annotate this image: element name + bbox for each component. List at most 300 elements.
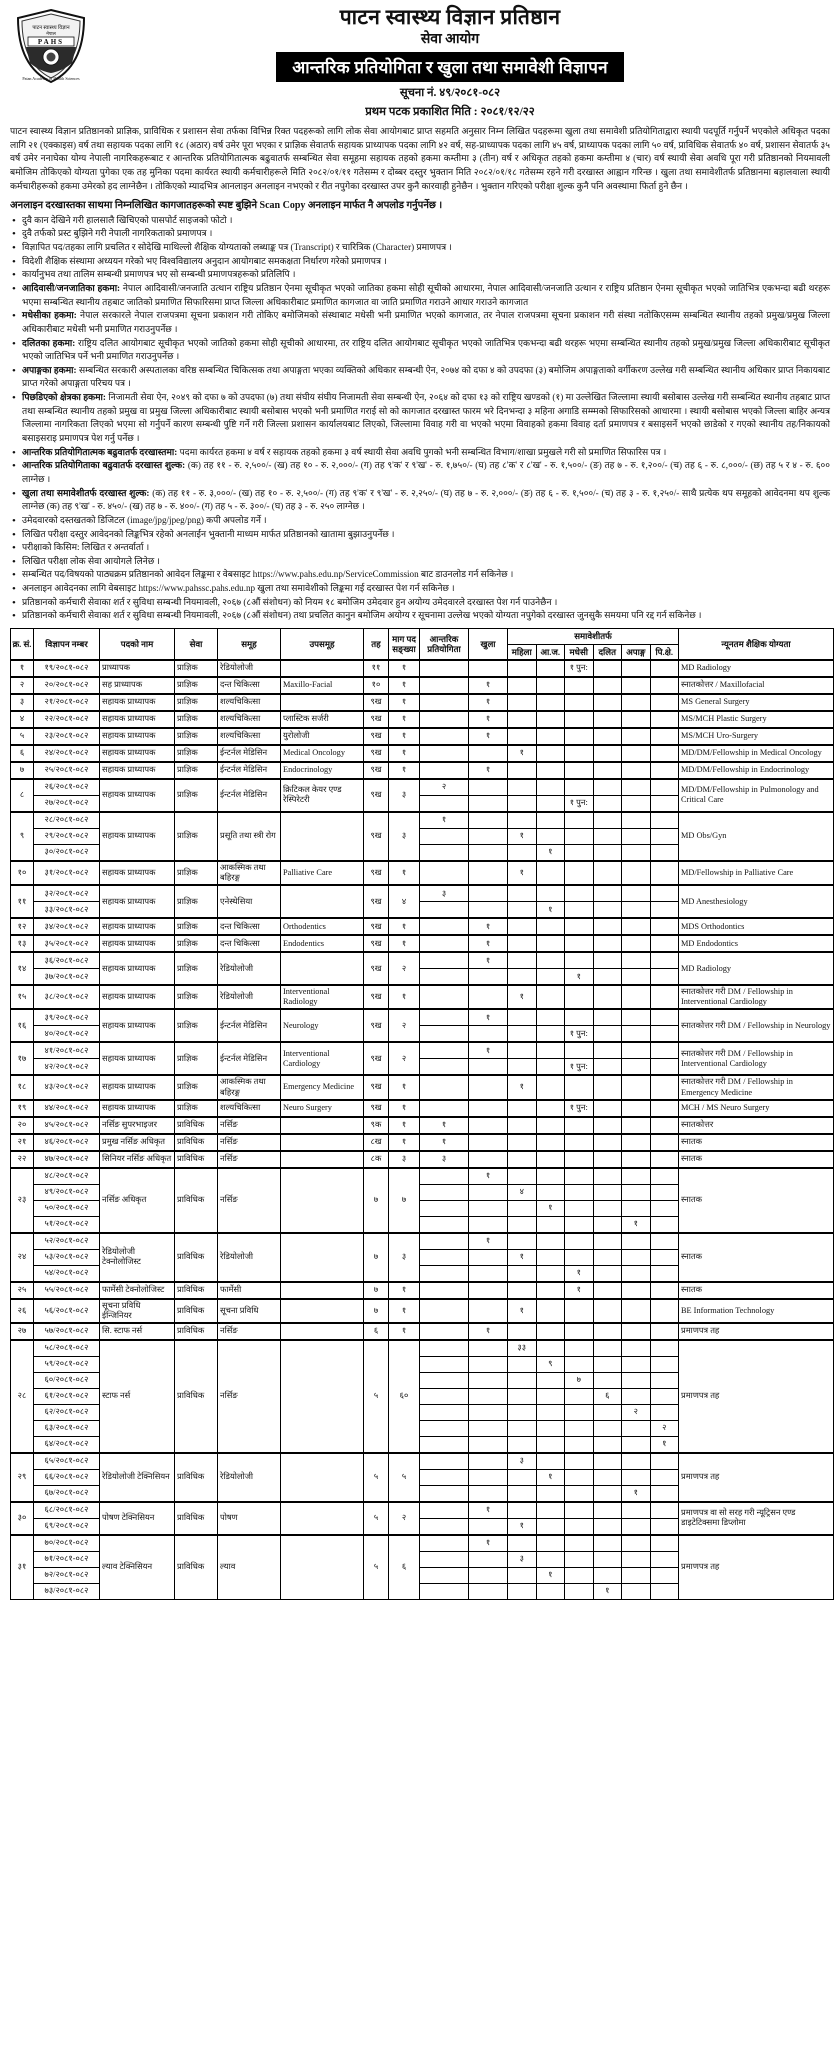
cell-inc-janajati <box>536 1151 565 1168</box>
table-row <box>11 1151 834 1168</box>
cell-subgroup <box>281 1340 364 1453</box>
cell-inc-janajati <box>536 1184 565 1200</box>
col-internal: आन्तरिक प्रतियोगिता <box>420 629 469 660</box>
cell-inc-dalit <box>593 1009 622 1026</box>
cell-group: नर्सिङ <box>218 1151 281 1168</box>
cell-inc-female <box>508 1117 537 1134</box>
cell-adv-no: ७३/२०८१-०८२ <box>34 1583 100 1599</box>
cell-inc-dalit <box>593 1340 622 1357</box>
cell-sn: १३ <box>11 935 34 952</box>
table-row <box>11 1323 834 1340</box>
list-item: • लिखित परीक्षा लोक सेवा आयोगले लिनेछ । <box>10 555 830 569</box>
cell-inc-madhesi <box>565 1151 594 1168</box>
cell-service: प्राज्ञिक <box>175 1042 218 1075</box>
cell-level: ९ख <box>364 728 389 745</box>
cell-inc-female <box>508 1388 537 1404</box>
cell-education: प्रमाणपत्र तह <box>679 1453 834 1502</box>
cell-inc-disabled <box>622 1323 651 1340</box>
cell-level: ९ख <box>364 745 389 762</box>
cell-inc-disabled <box>622 1009 651 1026</box>
cell-level: ११ <box>364 660 389 677</box>
cell-service: प्राविधिक <box>175 1340 218 1453</box>
cell-open <box>469 795 508 812</box>
cell-demand: २ <box>389 952 420 985</box>
cell-inc-female <box>508 935 537 952</box>
cell-inc-janajati <box>536 1075 565 1099</box>
cell-level: ७ <box>364 1282 389 1299</box>
cell-inc-dalit <box>593 1502 622 1519</box>
cell-subgroup <box>281 1134 364 1151</box>
cell-inc-madhesi <box>565 1249 594 1265</box>
cell-sn: १ <box>11 660 34 677</box>
cell-inc-backward <box>650 1551 679 1567</box>
table-row <box>11 1117 834 1134</box>
list-item: • अनलाइन आवेदनका लागि वेबसाइट https://www.pahssc.pahs.edu.np खुला तथा समावेशीको लिङ्कमा गई दरखास्त पेश गर्न सकिनेछ । <box>10 582 830 596</box>
cell-inc-dalit <box>593 1216 622 1233</box>
cell-inc-female <box>508 918 537 935</box>
cell-open <box>469 1453 508 1470</box>
cell-open <box>469 902 508 919</box>
cell-open: १ <box>469 1233 508 1250</box>
cell-open <box>469 1282 508 1299</box>
cell-group: सूचना प्रविधि <box>218 1299 281 1323</box>
cell-open: १ <box>469 1323 508 1340</box>
cell-internal <box>420 1567 469 1583</box>
cell-demand: १ <box>389 1282 420 1299</box>
list-item: • दुवै तर्फको प्रस्ट बुझिने गरी नेपाली नागरिकताको प्रमाणपत्र । <box>10 227 830 241</box>
cell-level: ९ख <box>364 711 389 728</box>
cell-adv-no: ३५/२०८१-०८२ <box>34 935 100 952</box>
cell-adv-no: ४५/२०८१-०८२ <box>34 1117 100 1134</box>
cell-level: ९ख <box>364 779 389 812</box>
cell-inc-disabled <box>622 1388 651 1404</box>
cell-group: रेडियोलोजी <box>218 952 281 985</box>
cell-adv-no: ४८/२०८१-०८२ <box>34 1168 100 1185</box>
cell-service: प्राविधिक <box>175 1151 218 1168</box>
cell-inc-disabled <box>622 1184 651 1200</box>
cell-inc-backward <box>650 1233 679 1250</box>
cell-inc-female: ३ <box>508 1551 537 1567</box>
cell-inc-madhesi: १ <box>565 969 594 986</box>
cell-open <box>469 1026 508 1043</box>
cell-sn: ४ <box>11 711 34 728</box>
table-row <box>11 1075 834 1099</box>
cell-post: सहायक प्राध्यापक <box>100 728 175 745</box>
cell-inc-dalit <box>593 728 622 745</box>
cell-education: प्रमाणपत्र तह <box>679 1323 834 1340</box>
cell-inc-disabled <box>622 1249 651 1265</box>
cell-inc-disabled: १ <box>622 1485 651 1502</box>
cell-inc-backward <box>650 1282 679 1299</box>
cell-open <box>469 745 508 762</box>
cell-adv-no: २२/२०८१-०८२ <box>34 711 100 728</box>
list-item <box>10 391 830 446</box>
table-row <box>11 1502 834 1519</box>
cell-sn: २७ <box>11 1323 34 1340</box>
cell-adv-no: ४१/२०८१-०८२ <box>34 1042 100 1059</box>
cell-inc-madhesi <box>565 1184 594 1200</box>
cell-inc-disabled <box>622 935 651 952</box>
cell-post: नर्सिङ अधिकृत <box>100 1168 175 1233</box>
cell-inc-madhesi <box>565 918 594 935</box>
cell-post: सहायक प्राध्यापक <box>100 885 175 918</box>
cell-sn: १४ <box>11 952 34 985</box>
cell-internal: १ <box>420 1117 469 1134</box>
cell-open <box>469 1388 508 1404</box>
cell-post: सहायक प्राध्यापक <box>100 861 175 885</box>
cell-inc-janajati <box>536 1485 565 1502</box>
list-item: • विज्ञापित पद/तहका लागि प्रचलित र सोदेखि माथिल्लो शैक्षिक योग्यताको लब्धाङ्क पत्र (Transcript) र चारित्रिक (Character) प्रमाणपत्र । <box>10 241 830 255</box>
cell-internal <box>420 902 469 919</box>
col-inc-madhesi: मधेसी <box>565 644 594 660</box>
cell-service: प्राज्ञिक <box>175 779 218 812</box>
cell-service: प्राज्ञिक <box>175 935 218 952</box>
cell-inc-madhesi <box>565 677 594 694</box>
cell-inc-female <box>508 1469 537 1485</box>
cell-open <box>469 1551 508 1567</box>
cell-education: MD/DM/Fellowship in Medical Oncology <box>679 745 834 762</box>
cell-adv-no: ७२/२०८१-०८२ <box>34 1567 100 1583</box>
cell-post: सहायक प्राध्यापक <box>100 779 175 812</box>
cell-adv-no: ५१/२०८१-०८२ <box>34 1216 100 1233</box>
cell-inc-disabled <box>622 1265 651 1282</box>
cell-inc-disabled <box>622 1100 651 1117</box>
col-demand: माग पद सङ्ख्या <box>389 629 420 660</box>
cell-service: प्राज्ञिक <box>175 694 218 711</box>
cell-inc-female <box>508 1356 537 1372</box>
cell-service: प्राविधिक <box>175 1117 218 1134</box>
cell-inc-janajati <box>536 1453 565 1470</box>
cell-inc-janajati <box>536 812 565 829</box>
cell-inc-janajati: १ <box>536 1567 565 1583</box>
cell-service: प्राविधिक <box>175 1299 218 1323</box>
category-label: मधेसीका हकमा: <box>22 310 77 321</box>
cell-inc-backward <box>650 1372 679 1388</box>
cell-internal <box>420 728 469 745</box>
documents-list-a <box>10 214 830 282</box>
cell-inc-female <box>508 711 537 728</box>
cell-inc-disabled <box>622 1233 651 1250</box>
cell-inc-madhesi <box>565 1299 594 1323</box>
cell-education: स्नातक <box>679 1233 834 1282</box>
cell-sn: ७ <box>11 762 34 779</box>
cell-level: ८क <box>364 1151 389 1168</box>
cell-open <box>469 1059 508 1076</box>
cell-sn: १६ <box>11 1009 34 1042</box>
cell-adv-no: ३२/२०८१-०८२ <box>34 885 100 902</box>
cell-sn: २८ <box>11 1340 34 1453</box>
cell-internal <box>420 1502 469 1519</box>
cell-inc-female <box>508 1100 537 1117</box>
cell-sn: २० <box>11 1117 34 1134</box>
cell-inc-backward <box>650 1151 679 1168</box>
cell-inc-dalit <box>593 812 622 829</box>
table-row <box>11 1042 834 1059</box>
cell-adv-no: ३७/२०८१-०८२ <box>34 969 100 986</box>
cell-inc-backward <box>650 1042 679 1059</box>
cell-internal <box>420 985 469 1009</box>
cell-level: ७ <box>364 1233 389 1282</box>
cell-inc-janajati: ९ <box>536 1356 565 1372</box>
cell-internal <box>420 1100 469 1117</box>
cell-open <box>469 812 508 829</box>
cell-demand: १ <box>389 1075 420 1099</box>
list-item: • लिखित परीक्षा दस्तुर आवेदनको लिङ्कभित्र रहेको अनलाईन भुक्तानी माध्यम मार्फत प्रतिष्ठानको खातामा बुझाउनुपर्नेछ । <box>10 528 830 542</box>
cell-inc-backward <box>650 762 679 779</box>
cell-open: १ <box>469 935 508 952</box>
cell-inc-disabled <box>622 985 651 1009</box>
cell-demand: १ <box>389 1299 420 1323</box>
list-item <box>10 364 830 391</box>
cell-open <box>469 1485 508 1502</box>
cell-service: प्राज्ञिक <box>175 918 218 935</box>
cell-open <box>469 1299 508 1323</box>
cell-inc-janajati <box>536 762 565 779</box>
cell-inc-disabled <box>622 1340 651 1357</box>
cell-inc-janajati: १ <box>536 844 565 861</box>
cell-inc-female <box>508 844 537 861</box>
cell-inc-dalit <box>593 745 622 762</box>
cell-adv-no: ४३/२०८१-०८२ <box>34 1075 100 1099</box>
cell-internal <box>420 1075 469 1099</box>
cell-post: सहायक प्राध्यापक <box>100 935 175 952</box>
cell-inc-backward <box>650 861 679 885</box>
cell-subgroup <box>281 1168 364 1233</box>
cell-subgroup <box>281 812 364 861</box>
cell-post: सहायक प्राध्यापक <box>100 918 175 935</box>
cell-demand: १ <box>389 935 420 952</box>
cell-open <box>469 985 508 1009</box>
cell-inc-madhesi <box>565 1075 594 1099</box>
cell-inc-janajati <box>536 1502 565 1519</box>
cell-group: ईन्टर्नल मेडिसिन <box>218 762 281 779</box>
cell-sn: ३१ <box>11 1535 34 1600</box>
cell-inc-backward <box>650 1567 679 1583</box>
cell-inc-dalit <box>593 1042 622 1059</box>
cell-education: प्रमाणपत्र वा सो सरह गरी न्यूट्रिसन एण्ड डाइटेटिक्समा डिप्लोमा <box>679 1502 834 1535</box>
cell-inc-backward <box>650 1502 679 1519</box>
table-row <box>11 660 834 677</box>
cell-inc-disabled <box>622 1117 651 1134</box>
cell-inc-disabled <box>622 745 651 762</box>
cell-inc-backward <box>650 918 679 935</box>
cell-inc-dalit <box>593 1453 622 1470</box>
cell-service: प्राज्ञिक <box>175 745 218 762</box>
cell-open: १ <box>469 694 508 711</box>
cell-internal <box>420 1535 469 1552</box>
cell-inc-disabled <box>622 1469 651 1485</box>
cell-inc-female <box>508 1420 537 1436</box>
cell-post: सहायक प्राध्यापक <box>100 711 175 728</box>
cell-post: सहायक प्राध्यापक <box>100 1075 175 1099</box>
cell-inc-dalit <box>593 885 622 902</box>
cell-open <box>469 1372 508 1388</box>
cell-inc-female <box>508 1583 537 1599</box>
cell-inc-janajati <box>536 1551 565 1567</box>
cell-group: ल्याव <box>218 1535 281 1600</box>
cell-inc-female <box>508 1233 537 1250</box>
cell-service: प्राज्ञिक <box>175 985 218 1009</box>
cell-internal <box>420 1340 469 1357</box>
cell-adv-no: ३०/२०८१-०८२ <box>34 844 100 861</box>
cell-inc-madhesi <box>565 935 594 952</box>
cell-adv-no: १९/२०८१-०८२ <box>34 660 100 677</box>
cell-inc-backward <box>650 1518 679 1535</box>
cell-adv-no: ४६/२०८१-०८२ <box>34 1134 100 1151</box>
cell-level: ५ <box>364 1502 389 1535</box>
cell-internal: १ <box>420 812 469 829</box>
cell-inc-female <box>508 1134 537 1151</box>
table-row <box>11 1453 834 1470</box>
col-adv-no: विज्ञापन नम्बर <box>34 629 100 660</box>
cell-subgroup <box>281 1323 364 1340</box>
cell-internal <box>420 1551 469 1567</box>
cell-inc-disabled: २ <box>622 1404 651 1420</box>
cell-inc-janajati: १ <box>536 902 565 919</box>
cell-inc-disabled <box>622 1518 651 1535</box>
cell-internal <box>420 762 469 779</box>
cell-level: १० <box>364 677 389 694</box>
cell-level: ७ <box>364 1168 389 1233</box>
list-item: • प्रतिष्ठानको कर्मचारी सेवाका शर्त र सुविधा सम्बन्धी नियमावली, २०६७ (८औं संशोधन) तथा प्रचलित कानुन बमोजिम अयोग्य र सूचनामा उल्लेख भएको योग्यता नपुगेको दरखास्त जुनसुकै समयमा पनि रद्द गर्न सकिनेछ । <box>10 609 830 623</box>
cell-service: प्राविधिक <box>175 1502 218 1535</box>
cell-education: BE Information Technology <box>679 1299 834 1323</box>
cell-internal <box>420 711 469 728</box>
cell-inc-backward <box>650 1340 679 1357</box>
cell-education: MD Radiology <box>679 660 834 677</box>
cell-inc-madhesi <box>565 694 594 711</box>
cell-inc-janajati <box>536 935 565 952</box>
cell-adv-no: ६९/२०८१-०८२ <box>34 1518 100 1535</box>
cell-inc-female: १ <box>508 1518 537 1535</box>
cell-level: ५ <box>364 1453 389 1502</box>
cell-inc-janajati <box>536 1026 565 1043</box>
svg-text:नेपाल: नेपाल <box>46 31 56 36</box>
cell-inc-janajati <box>536 1059 565 1076</box>
cell-education: स्नातक <box>679 1151 834 1168</box>
cell-demand: १ <box>389 1134 420 1151</box>
cell-inc-female <box>508 1502 537 1519</box>
cell-inc-dalit <box>593 1282 622 1299</box>
cell-inc-dalit <box>593 1168 622 1185</box>
cell-sn: २९ <box>11 1453 34 1502</box>
cell-inc-backward <box>650 1323 679 1340</box>
cell-post: सहायक प्राध्यापक <box>100 762 175 779</box>
cell-inc-backward <box>650 935 679 952</box>
cell-group: आकस्मिक तथा बहिरङ्ग <box>218 861 281 885</box>
cell-internal <box>420 1282 469 1299</box>
col-inc-dalit: दलित <box>593 644 622 660</box>
category-text: पदमा कार्यरत हकमा ४ वर्ष र सहायक तहको हकमा ३ वर्ष स्थायी सेवा अवधि पुगको भनी सम्बन्धित विभाग/शाखा प्रमुखले गरी सो प्रमाणित सिफारिस पत्र । <box>179 446 667 457</box>
cell-sn: २ <box>11 677 34 694</box>
cell-inc-backward <box>650 1200 679 1216</box>
cell-adv-no: ५४/२०८१-०८२ <box>34 1265 100 1282</box>
cell-open <box>469 861 508 885</box>
cell-inc-female <box>508 1535 537 1552</box>
cell-demand: २ <box>389 1042 420 1075</box>
cell-demand: १ <box>389 694 420 711</box>
cell-internal <box>420 694 469 711</box>
cell-level: ९ख <box>364 1042 389 1075</box>
cell-inc-dalit: १ <box>593 1583 622 1599</box>
cell-group: ईन्टर्नल मेडिसिन <box>218 745 281 762</box>
cell-open <box>469 1216 508 1233</box>
cell-demand: १ <box>389 762 420 779</box>
cell-level: ९ख <box>364 812 389 861</box>
cell-service: प्राज्ञिक <box>175 861 218 885</box>
cell-education: स्नातक <box>679 1168 834 1233</box>
cell-inc-female <box>508 1042 537 1059</box>
cell-internal <box>420 1299 469 1323</box>
cell-inc-janajati <box>536 1134 565 1151</box>
cell-inc-madhesi: ७ <box>565 1372 594 1388</box>
cell-inc-female <box>508 1436 537 1453</box>
cell-internal: ३ <box>420 1151 469 1168</box>
cell-inc-madhesi <box>565 902 594 919</box>
cell-demand: १ <box>389 1100 420 1117</box>
vacancy-table-body <box>11 660 834 1599</box>
cell-inc-backward <box>650 1485 679 1502</box>
cell-inc-female <box>508 677 537 694</box>
cell-inc-janajati <box>536 1420 565 1436</box>
cell-inc-female <box>508 1404 537 1420</box>
table-row <box>11 1009 834 1026</box>
cell-inc-disabled <box>622 1059 651 1076</box>
cell-education: MD Endodontics <box>679 935 834 952</box>
cell-education: प्रमाणपत्र तह <box>679 1535 834 1600</box>
cell-inc-janajati <box>536 1299 565 1323</box>
cell-subgroup: Endodentics <box>281 935 364 952</box>
table-row <box>11 812 834 829</box>
cell-inc-disabled <box>622 1134 651 1151</box>
cell-inc-disabled <box>622 660 651 677</box>
cell-inc-dalit <box>593 969 622 986</box>
cell-education: स्नातकोत्तर गरी DM / Fellowship in Emergency Medicine <box>679 1075 834 1099</box>
category-requirements-list <box>10 282 830 514</box>
cell-inc-disabled <box>622 1535 651 1552</box>
cell-post: रेडियोलोजी टेक्नोलोजिस्ट <box>100 1233 175 1282</box>
cell-internal <box>420 1436 469 1453</box>
category-label: आन्तरिक प्रतियोगितात्मक बढुवातर्फ दरखास्तमा: <box>22 446 178 457</box>
cell-inc-female <box>508 1009 537 1026</box>
cell-education: स्नातक <box>679 1134 834 1151</box>
cell-adv-no: ४७/२०८१-०८२ <box>34 1151 100 1168</box>
cell-inc-madhesi <box>565 711 594 728</box>
cell-inc-madhesi <box>565 762 594 779</box>
cell-level: ८ख <box>364 1134 389 1151</box>
cell-inc-backward <box>650 677 679 694</box>
cell-internal <box>420 969 469 986</box>
cell-demand: १ <box>389 711 420 728</box>
cell-post: प्राध्यापक <box>100 660 175 677</box>
cell-inc-backward <box>650 711 679 728</box>
cell-adv-no: २०/२०८१-०८२ <box>34 677 100 694</box>
cell-inc-janajati <box>536 1372 565 1388</box>
cell-adv-no: ४२/२०८१-०८२ <box>34 1059 100 1076</box>
cell-adv-no: ३६/२०८१-०८२ <box>34 952 100 969</box>
cell-inc-madhesi <box>565 1233 594 1250</box>
cell-post: नर्सिङ सुपरभाइजर <box>100 1117 175 1134</box>
cell-inc-madhesi <box>565 1117 594 1134</box>
cell-inc-female <box>508 1168 537 1185</box>
cell-internal <box>420 1168 469 1185</box>
cell-inc-backward <box>650 952 679 969</box>
cell-inc-female <box>508 812 537 829</box>
cell-inc-dalit <box>593 795 622 812</box>
cell-inc-dalit <box>593 1200 622 1216</box>
cell-inc-disabled <box>622 1075 651 1099</box>
cell-level: ९ख <box>364 918 389 935</box>
